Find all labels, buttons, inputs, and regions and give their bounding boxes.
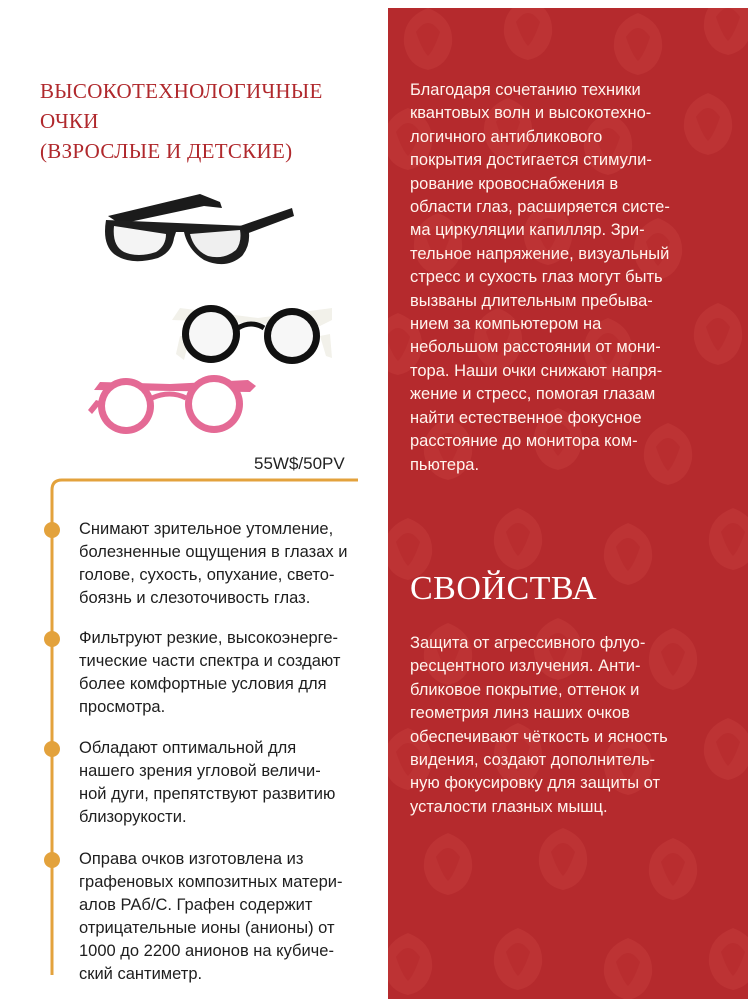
benefit-item xyxy=(79,848,379,986)
bullet-marker xyxy=(44,631,60,647)
intro-line: небольшом расстоянии от мони- xyxy=(410,338,661,357)
benefit-line: Обладают оптимальной для xyxy=(79,739,297,757)
properties-heading: СВОЙСТВА xyxy=(410,570,597,607)
benefit-item xyxy=(79,518,379,610)
properties-line: ресцентного излучения. Анти- xyxy=(410,657,641,676)
benefit-line: близорукости. xyxy=(79,808,187,826)
intro-line: пьютера. xyxy=(410,455,480,474)
title-line: (ВЗРОСЛЫЕ И ДЕТСКИЕ) xyxy=(40,139,293,163)
benefit-line: Фильтруют резкие, высокоэнерге- xyxy=(79,629,339,647)
black-glasses-icon xyxy=(105,194,294,264)
intro-line: покрытия достигается стимули- xyxy=(410,151,652,170)
benefit-line: ной дуги, препятствуют развитию xyxy=(79,785,336,803)
intro-line: логичного антибликового xyxy=(410,127,603,146)
properties-line: Защита от агрессивного флуо- xyxy=(410,634,646,652)
glasses-illustration xyxy=(80,186,370,446)
intro-line: жение и стресс, помогая глазам xyxy=(410,385,656,404)
intro-line: вызваны длительным пребыва- xyxy=(410,291,653,310)
benefit-line: нашего зрения угловой величи- xyxy=(79,762,321,780)
intro-line: рование кровоснабжения в xyxy=(410,174,619,193)
benefit-line: боязнь и слезоточивость глаз. xyxy=(79,589,311,607)
intro-line: области глаз, расширяется систе- xyxy=(410,198,670,217)
intro-text xyxy=(410,79,740,477)
intro-line: квантовых волн и высокотехно- xyxy=(410,104,652,123)
benefit-line: алов РАб/С. Графен содержит xyxy=(79,896,313,914)
benefit-line: ский сантиметр. xyxy=(79,965,203,983)
intro-line: ма циркуляции капилляр. Зри- xyxy=(410,221,645,240)
intro-line: Благодаря сочетанию техники xyxy=(410,81,641,99)
benefit-line: Оправа очков изготовлена из xyxy=(79,850,304,868)
benefit-line: просмотра. xyxy=(79,698,166,716)
intro-line: расстояние до монитора ком- xyxy=(410,432,638,451)
properties-text xyxy=(410,632,740,819)
intro-line: нием за компьютером на xyxy=(410,315,602,334)
properties-line: обеспечивают чёткость и ясность xyxy=(410,727,668,746)
black-white-glasses-icon xyxy=(172,305,332,364)
benefit-line: голове, сухость, опухание, свето- xyxy=(79,566,335,584)
benefit-item xyxy=(79,627,379,719)
price-label: 55W$/50PV xyxy=(254,454,345,473)
properties-line: геометрия линз наших очков xyxy=(410,704,630,723)
properties-line: ную фокусировку для защиты от xyxy=(410,774,661,793)
pink-glasses-icon xyxy=(88,375,256,434)
benefit-item xyxy=(79,737,379,829)
benefit-line: более комфортные условия для xyxy=(79,675,327,693)
benefit-line: тические части спектра и создают xyxy=(79,652,341,670)
intro-line: тора. Наши очки снижают напря- xyxy=(410,361,663,380)
bullet-marker xyxy=(44,852,60,868)
benefit-line: Снимают зрительное утомление, xyxy=(79,520,334,538)
benefit-line: 1000 до 2200 анионов на кубиче- xyxy=(79,942,334,960)
properties-line: видения, создают дополнитель- xyxy=(410,751,656,770)
intro-line: тельное напряжение, визуальный xyxy=(410,244,670,263)
page-title xyxy=(40,76,380,166)
properties-line: усталости глазных мышц. xyxy=(410,797,608,816)
bullet-marker xyxy=(44,741,60,757)
intro-line: найти естественное фокусное xyxy=(410,408,642,427)
benefit-line: отрицательные ионы (анионы) от xyxy=(79,919,335,937)
benefit-line: болезненные ощущения в глазах и xyxy=(79,543,348,561)
title-line: ОЧКИ xyxy=(40,109,99,133)
title-line: ВЫСОКОТЕХНОЛОГИЧНЫЕ xyxy=(40,79,323,103)
bullet-marker xyxy=(44,522,60,538)
benefit-line: графеновых композитных матери- xyxy=(79,873,343,891)
info-panel xyxy=(388,8,748,999)
properties-line: бликовое покрытие, оттенок и xyxy=(410,680,640,699)
intro-line: стресс и сухость глаз могут быть xyxy=(410,268,663,287)
